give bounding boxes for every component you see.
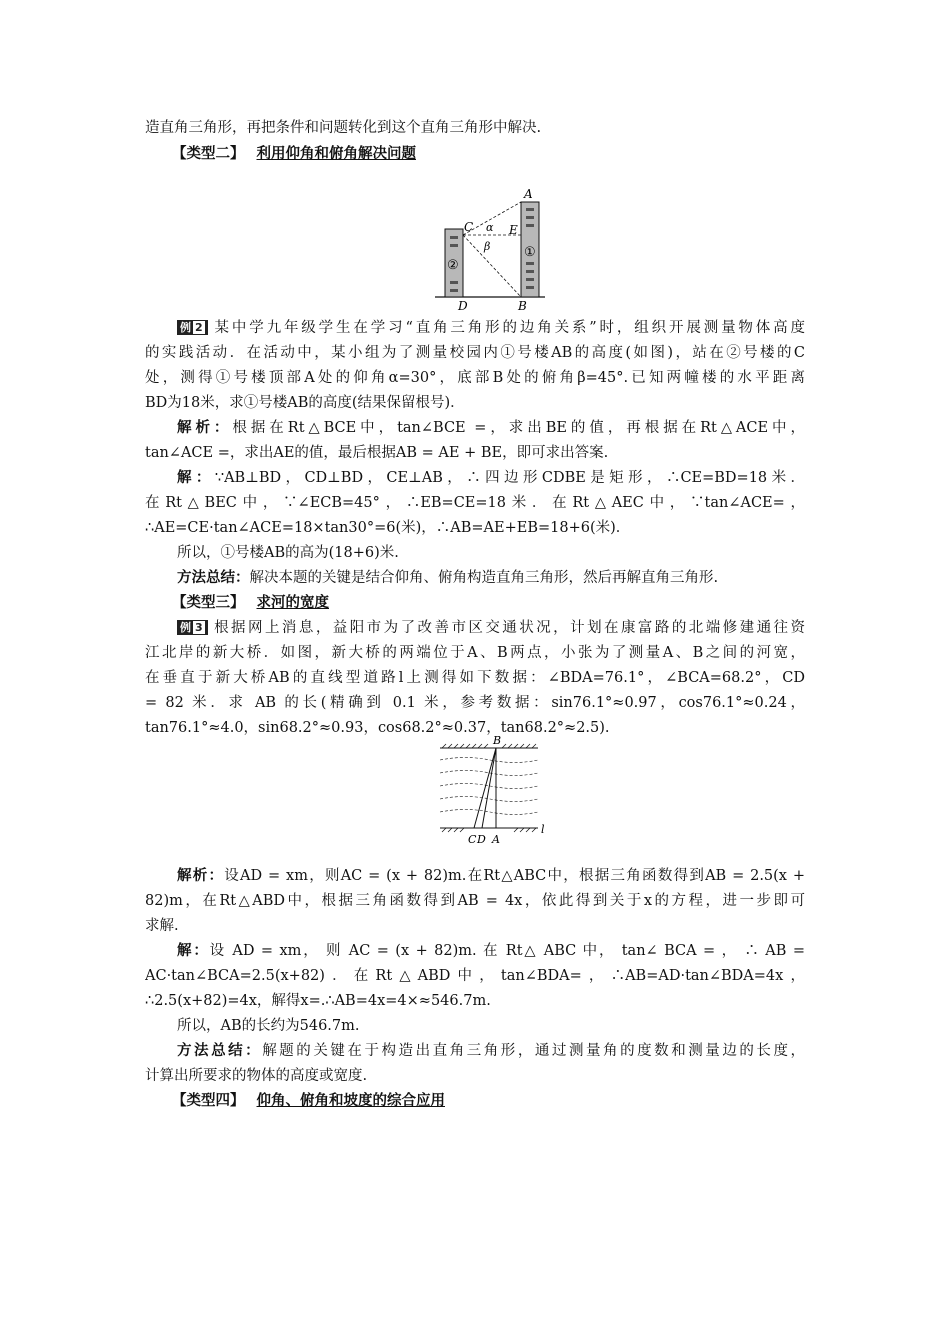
figure-buildings <box>420 184 555 312</box>
ex2-analysis-line2: tan∠ACE =，求出AE的值，最后根据AB = AE + BE，即可求出答案. <box>145 445 609 461</box>
ex3-analysis-line2: 82)m，在Rt△ABD中，根据三角函数得到AB = 4x，依此得到关于x的方程，进一步即可 <box>145 893 805 909</box>
label-D: D <box>458 299 468 312</box>
ex2-line1: 例 2 某中学九年级学生在学习“直角三角形的边角关系”时，组织开展测量物体高度 <box>177 316 805 341</box>
ex2-solution-line1: 解：∵AB⊥BD，CD⊥BD，CE⊥AB，∴四边形CDBE是矩形，∴CE=BD=18米． <box>177 470 805 486</box>
ex3-line2: 江北岸的新大桥．如图，新大桥的两端位于A、B两点，小张为了测量A、B之间的河宽， <box>145 645 805 661</box>
label-C: C <box>464 220 474 234</box>
line-BC <box>474 748 496 828</box>
label-B: B <box>493 734 502 747</box>
ex2-summary: 方法总结：解决本题的关键是结合仰角、俯角构造直角三角形，然后再解直角三角形. <box>177 570 719 586</box>
type4-bracket: 【类型四】 <box>172 1093 245 1109</box>
ex3-line1: 例 3 根据网上消息，益阳市为了改善市区交通状况，计划在康富路的北端修建通往资 <box>177 616 805 641</box>
line-CB <box>463 235 521 297</box>
label-b1: ① <box>524 245 536 260</box>
ex2-badge: 例 2 <box>177 320 208 335</box>
ex3-solution-line2: AC·tan∠BCA=2.5(x+82)．在Rt△ABD中，tan∠BDA=，∴AB=AD·tan∠BDA=4x， <box>145 968 805 984</box>
ex3-summary-line1: 方法总结：解题的关键在于构造出直角三角形，通过测量角的度数和测量边的长度， <box>177 1043 805 1059</box>
type2-title: 利用仰角和俯角解决问题 <box>256 146 416 162</box>
ex3-solution-line1: 解：设 AD = xm， 则 AC = (x + 82)m. 在 Rt△ ABC 中， tan∠ BCA = ， ∴ AB = <box>177 943 805 959</box>
label-alpha: α <box>486 221 494 234</box>
line-BD <box>482 748 496 828</box>
ex3-badge: 例 3 <box>177 620 208 635</box>
ex3-analysis-line3: 求解. <box>145 918 179 934</box>
ex3-line5: tan76.1°≈4.0，sin68.2°≈0.93，cos68.2°≈0.37，tan68.2°≈2.5). <box>145 720 610 736</box>
type3-title: 求河的宽度 <box>256 595 329 611</box>
ex2-solution-line2: 在Rt△BEC中，∵∠ECB=45°，∴EB=CE=18米．在Rt△AEC中，∵tan∠ACE=， <box>145 495 805 511</box>
intro-tail: 造直角三角形，再把条件和问题转化到这个直角三角形中解决. <box>145 120 542 136</box>
label-C: C <box>468 833 477 846</box>
label-beta: β <box>484 240 491 253</box>
label-A: A <box>492 833 500 846</box>
figure-river <box>430 733 555 848</box>
type3-bracket: 【类型三】 <box>172 595 245 611</box>
ex2-analysis-line1: 解析：根据在Rt△BCE中，tan∠BCE =，求出BE的值，再根据在Rt△ACE中， <box>177 420 805 436</box>
ex2-line4: BD为18米，求①号楼AB的高度(结果保留根号)． <box>145 395 465 411</box>
ex3-line3: 在垂直于新大桥AB的直线型道路l上测得如下数据：∠BDA=76.1°，∠BCA=68.2°，CD <box>145 670 805 686</box>
type4-title: 仰角、俯角和坡度的综合应用 <box>256 1093 445 1109</box>
ex3-solution-line3: ∴2.5(x+82)=4x，解得x=.∴AB=4x=4×≈546.7m. <box>145 993 491 1009</box>
ex2-line2: 的实践活动．在活动中，某小组为了测量校园内①号楼AB的高度(如图)，站在②号楼的C <box>145 345 805 361</box>
ex2-solution-line3: ∴AE=CE·tan∠ACE=18×tan30°=6(米)，∴AB=AE+EB=18+6(米)． <box>145 520 631 536</box>
ex3-solution-line4: 所以，AB的长约为546.7m. <box>177 1018 360 1034</box>
label-D: D <box>477 833 486 846</box>
ex2-line3: 处，测得①号楼顶部A处的仰角α=30°，底部B处的俯角β=45°.已知两幢楼的水平距离 <box>145 370 805 386</box>
section-type4 <box>172 1089 445 1114</box>
ex3-summary-line2: 计算出所要求的物体的高度或宽度. <box>145 1068 368 1084</box>
ex3-line4: = 82 米．求 AB 的长(精确到 0.1 米，参考数据：sin76.1°≈0.97，cos76.1°≈0.24， <box>145 695 805 711</box>
label-A: A <box>524 187 533 201</box>
label-E: E <box>509 223 518 237</box>
section-type2 <box>172 142 416 167</box>
label-b2: ② <box>447 258 459 273</box>
type2-bracket: 【类型二】 <box>172 146 245 162</box>
label-B: B <box>518 299 527 312</box>
label-l: l <box>541 823 545 836</box>
ex3-analysis-line1: 解析：设AD = xm，则AC = (x + 82)m.在Rt△ABC中，根据三角函数得到AB = 2.5(x + <box>177 868 805 884</box>
ex2-solution-line4: 所以，①号楼AB的高为(18+6)米. <box>177 545 399 561</box>
section-type3 <box>172 591 329 616</box>
